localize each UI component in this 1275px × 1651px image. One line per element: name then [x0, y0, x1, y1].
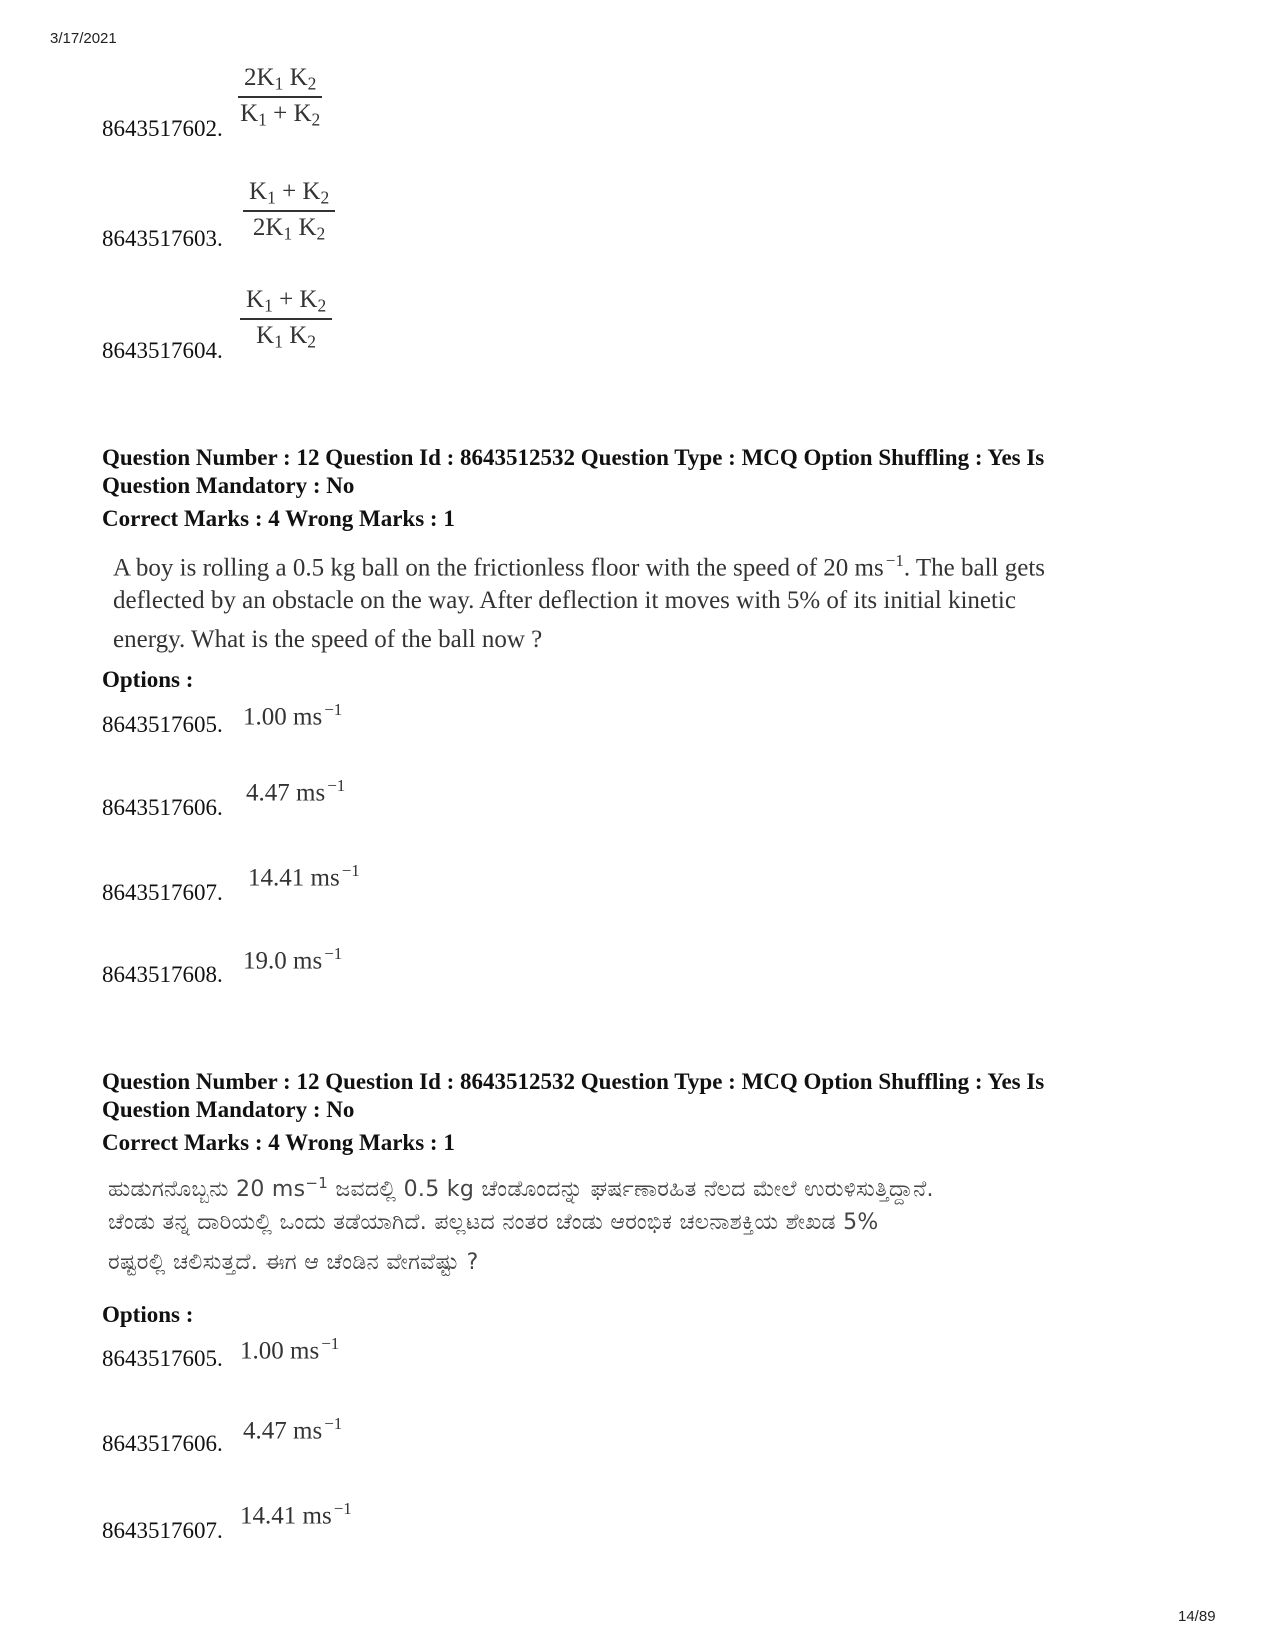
option-value: 14.41 ms $^{-1}$ — [240, 1499, 352, 1530]
question-marks: Correct Marks : 4 Wrong Marks : 1 — [102, 506, 455, 531]
question-meta: Question Mandatory : No — [102, 473, 355, 498]
option-id: 8643517608. — [102, 962, 223, 987]
question-text: ಹುಡುಗನೊಬ್ಬನು 20 $ms^{-1}$ ಜವದಲ್ಲಿ 0.5 kg ಚೆಂಡೊಂದನ್ನು ಘರ್ಷಣಾರಹಿತ ನೆಲದ ಮೇಲೆ ಉರುಳಿಸುತ್ತಿದ್ದಾನೆ. — [108, 1174, 934, 1203]
option-fraction — [238, 64, 322, 130]
option-id: 8643517605. — [102, 1346, 223, 1371]
fraction-denominator: $2K_1$ $K_2$ — [252, 213, 326, 244]
question-text: deflected by an obstacle on the way. After deflection it moves with 5% of its initial kinetic — [113, 587, 1016, 614]
options-label: Options : — [102, 1302, 194, 1327]
option-id: 8643517607. — [102, 1518, 223, 1543]
question-meta: Question Mandatory : No — [102, 1097, 355, 1122]
question-text: A boy is rolling a 0.5 kg ball on the frictionless floor with the speed of 20 ms $^{-1}$. The ball gets — [113, 551, 1046, 582]
question-text: energy. What is the speed of the ball now ? — [113, 626, 543, 653]
question-meta: Question Number : 12 Question Id : 8643512532 Question Type : MCQ Option Shuffling : Yes Is — [102, 445, 1045, 470]
question-text: ರಷ್ಟರಲ್ಲಿ ಚಲಿಸುತ್ತದೆ. ಈಗ ಆ ಚೆಂಡಿನ ವೇಗವೆಷ್ಟು ? — [108, 1250, 479, 1275]
option-value: 4.47 ms $^{-1}$ — [243, 1414, 343, 1445]
print-date: 3/17/2021 — [50, 30, 117, 47]
option-id: 8643517606. — [102, 795, 223, 820]
option-id: 8643517604. — [102, 338, 223, 363]
question-meta: Question Number : 12 Question Id : 8643512532 Question Type : MCQ Option Shuffling : Yes Is — [102, 1069, 1045, 1094]
option-id: 8643517607. — [102, 880, 223, 905]
question-text: ಚೆಂಡು ತನ್ನ ದಾರಿಯಲ್ಲಿ ಒಂದು ತಡೆಯಾಗಿದೆ. ಪಲ್ಲಟದ ನಂತರ ಚೆಂಡು ಆರಂಭಿಕ ಚಲನಾಶಕ್ತಿಯ ಶೇಖಡ 5% — [108, 1210, 879, 1235]
options-label: Options : — [102, 667, 194, 692]
option-fraction — [243, 178, 335, 244]
fraction-denominator: $K_1$ $K_2$ — [256, 321, 317, 352]
option-id: 8643517606. — [102, 1431, 223, 1456]
option-fraction — [240, 286, 332, 352]
option-value: 19.0 ms $^{-1}$ — [243, 944, 343, 975]
option-id: 8643517605. — [102, 712, 223, 737]
question-marks: Correct Marks : 4 Wrong Marks : 1 — [102, 1130, 455, 1155]
fraction-numerator: $K_1 + K_2$ — [240, 286, 332, 320]
option-value: 4.47 ms $^{-1}$ — [246, 776, 346, 807]
fraction-denominator: $K_1 + K_2$ — [240, 99, 321, 130]
option-id: 8643517603. — [102, 226, 223, 251]
page-number: 14/89 — [1178, 1608, 1216, 1625]
option-value: 14.41 ms $^{-1}$ — [248, 861, 360, 892]
option-id: 8643517602. — [102, 116, 223, 141]
option-value: 1.00 ms $^{-1}$ — [243, 700, 343, 731]
fraction-numerator: $2K_1$ $K_2$ — [238, 64, 322, 98]
option-value: 1.00 ms $^{-1}$ — [240, 1334, 340, 1365]
fraction-numerator: $K_1 + K_2$ — [243, 178, 335, 212]
